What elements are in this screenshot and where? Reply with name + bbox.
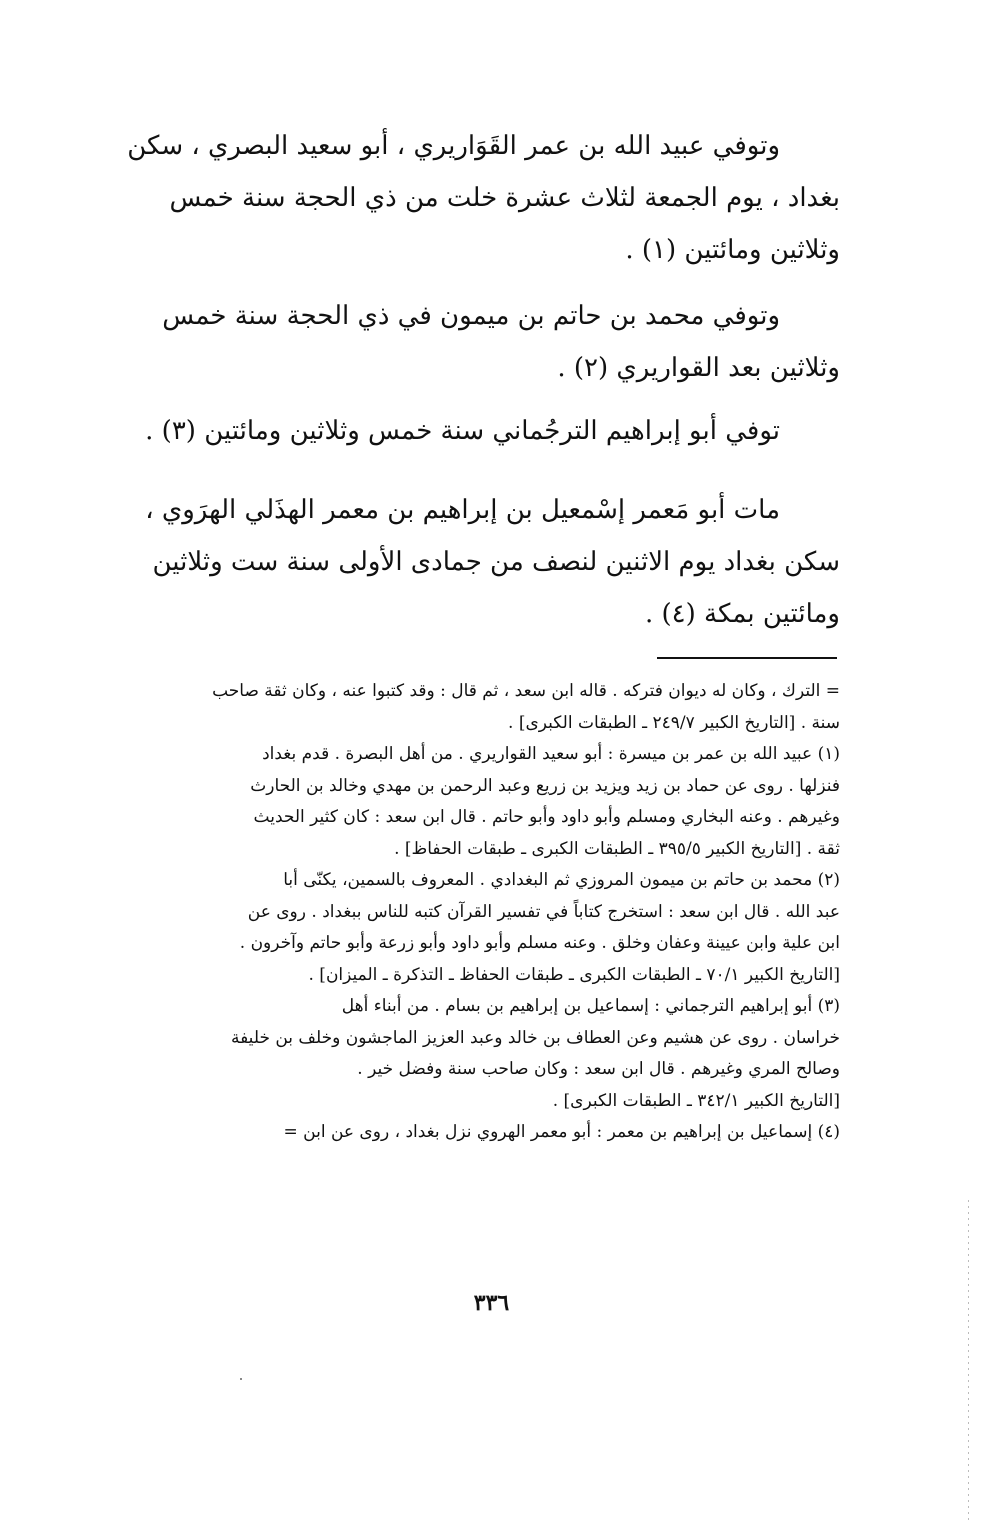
footnotes (100, 676, 840, 1149)
footnote-line: [التاريخ الكبير ٣٤٢/١ ـ الطبقات الكبرى] . (552, 1090, 840, 1111)
footnote-line: (٢) محمد بن حاتم بن ميمون المروزي ثم البغدادي . المعروف بالسمين، يكنّى أبا (283, 870, 840, 890)
text-line: وتوفي عبيد الله بن عمر القَوَاريري ، أبو سعيد البصري ، سكن (127, 131, 780, 161)
scan-speck (240, 1378, 242, 1380)
paragraph-muhammad-ibn-hatim (140, 290, 840, 394)
footnote-line: (٤) إسماعيل بن إبراهيم بن معمر : أبو معمر الهروي نزل بغداد ، روى عن ابن = (283, 1122, 840, 1142)
text-line: وثلاثين بعد القواريري (٢) . (557, 353, 840, 383)
footnote-line: ثقة . [التاريخ الكبير ٣٩٥/٥ ـ الطبقات الكبرى ـ طبقات الحفاظ] . (394, 838, 840, 859)
footnote-line: عبد الله . قال ابن سعد : استخرج كتاباً في تفسير القرآن كتبه للناس ببغداد . روى عن (247, 901, 840, 922)
footnote-line: = الترك ، وكان له ديوان فتركه . قاله ابن سعد ، ثم قال : وقد كتبوا عنه ، وكان ثقة صاحب (212, 681, 840, 701)
text-line: سكن بغداد يوم الاثنين لنصف من جمادى الأولى سنة ست وثلاثين (152, 547, 840, 577)
scan-edge-dots (968, 1200, 969, 1520)
footnote-line: خراسان . روى عن هشيم وعن العطاف بن خالد وعبد العزيز الماجشون وخلف بن خليفة (230, 1027, 840, 1048)
text-line: توفي أبو إبراهيم الترجُماني سنة خمس وثلاثين ومائتين (٣) . (145, 416, 780, 446)
page-number: ٣٣٦ (473, 1290, 510, 1316)
footnote-line: وغيرهم . وعنه البخاري ومسلم وأبو داود وأبو حاتم . قال ابن سعد : كان كثير الحديث (253, 807, 840, 827)
text-line: بغداد ، يوم الجمعة لثلاث عشرة خلت من ذي الحجة سنة خمس (169, 183, 840, 213)
text-line: وثلاثين ومائتين (١) . (625, 235, 840, 265)
footnote-line: فنزلها . روى عن حماد بن زيد ويزيد بن زريع وعبد الرحمن بن مهدي وخالد بن الحارث (250, 775, 840, 796)
footnote-line: ابن علية وابن عيينة وعفان وخلق . وعنه مسلم وأبو داود وأبو زرعة وأبو حاتم وآخرون . (239, 933, 840, 953)
footnote-line: سنة . [التاريخ الكبير ٢٤٩/٧ ـ الطبقات الكبرى] . (508, 712, 840, 733)
footnote-line: (٣) أبو إبراهيم الترجماني : إسماعيل بن إبراهيم بن بسام . من أبناء أهل (341, 996, 840, 1016)
footnote-line: [التاريخ الكبير ٧٠/١ ـ الطبقات الكبرى ـ طبقات الحفاظ ـ التذكرة ـ الميزان] . (308, 964, 840, 985)
paragraph-abu-mamar (140, 484, 840, 640)
text-line: ومائتين بمكة (٤) . (644, 599, 840, 629)
text-line: وتوفي محمد بن حاتم بن ميمون في ذي الحجة سنة خمس (162, 301, 780, 331)
paragraph-qawariri (127, 120, 840, 276)
text-line: مات أبو مَعمر إسْمعيل بن إبراهيم بن معمر الهذَلي الهرَوي ، (145, 495, 780, 525)
footnote-divider (657, 657, 837, 659)
footnote-line: (١) عبيد الله بن عمر بن ميسرة : أبو سعيد القواريري . من أهل البصرة . قدم بغداد (262, 744, 840, 764)
paragraph-turjumani (140, 405, 840, 457)
footnote-line: وصالح المري وغيرهم . قال ابن سعد : وكان صاحب سنة وفضل خير . (357, 1059, 840, 1079)
